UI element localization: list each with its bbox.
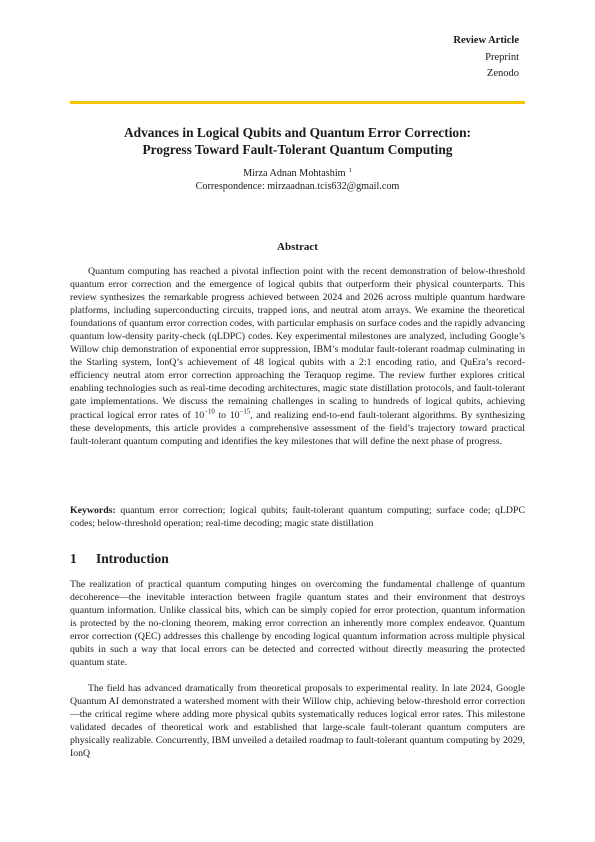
paper-title-line-2: Progress Toward Fault-Tolerant Quantum Computing	[142, 142, 453, 157]
body-paragraph-1: The realization of practical quantum computing hinges on overcoming the fundamental challenge of quantum decoherence—the inevitable interaction between fragile quantum states and their environment that destroys quantum information. Unlike classical bits, which can be simply copied for error protection, quantum information is protected by the no-cloning theorem, making error correction an inherently more complex endeavor. Quantum error correction (QEC) addresses this challenge by encoding logical quantum information across multiple physical qubits in such a way that local errors can be detected and corrected without directly measuring the protected quantum state.	[70, 579, 525, 669]
section-number: 1	[70, 551, 77, 566]
paper-title	[70, 124, 525, 158]
abstract-exponent-1: −10	[204, 408, 215, 416]
keywords-list: quantum error correction; logical qubits; fault-tolerant quantum computing; surface code; qLDPC codes; below-threshold operation; real-time decoding; magic state distillation	[70, 505, 525, 530]
abstract-text	[70, 265, 525, 448]
article-header	[453, 33, 519, 83]
body-paragraph-2: The field has advanced dramatically from theoretical proposals to experimental reality. In late 2024, Google Quantum AI demonstrated a watershed moment with their Willow chip, achieving below-threshold error correction—the critical regime where adding more physical qubits systematically reduces logical error rates. This milestone validated decades of theoretical work and established that large-scale fault-tolerant quantum computers are physically realizable. Concurrently, IBM unveiled a detailed roadmap to fault-tolerant quantum computing by 2029, IonQ	[70, 683, 525, 760]
section-heading-introduction	[70, 551, 169, 567]
abstract-exponent-2: −15	[239, 408, 251, 416]
author-name: Mirza Adnan Mohtashim	[243, 168, 346, 179]
article-status: Preprint	[485, 51, 519, 63]
correspondence: Correspondence: mirzaadnan.tcis632@gmail.com	[195, 181, 400, 192]
abstract-text-part-3: , and realizing end-to-end fault-tolerant algorithms. By synthesizing these developments, this article provides a comprehensive assessment of the field’s trajectory toward practical fault-tolerant quantum computing and identifies the key milestones that will define the next phase of progress.	[70, 409, 525, 447]
article-type: Review Article	[453, 35, 519, 46]
header-divider	[70, 101, 525, 104]
affiliation-mark: 1	[348, 166, 352, 174]
author-line	[70, 167, 525, 180]
article-repository: Zenodo	[486, 68, 519, 79]
keywords	[70, 504, 525, 530]
abstract-heading: Abstract	[277, 241, 318, 253]
keywords-label: Keywords:	[70, 505, 116, 516]
section-title: Introduction	[96, 551, 169, 566]
abstract-text-part-2: to 10	[214, 409, 240, 421]
abstract-text-part-1: Quantum computing has reached a pivotal inflection point with the recent demonstration of below-threshold quantum error correction and the emergence of logical qubits that outperform their physical counterparts. This review synthesizes the remarkable progress achieved between 2024 and 2026 across multiple quantum hardware platforms, including superconducting circuits, trapped ions, and neutral atom arrays. We examine the theoretical foundations of quantum error correction codes, with particular emphasis on surface codes and the rapidly advancing quantum low-density parity-check (qLDPC) codes. Key experimental milestones are analyzed, including Google’s Willow chip demonstration of exponential error suppression, IBM’s modular fault-tolerant roadmap culminating in the Starling system, IonQ’s achievement of 48 logical qubits with a 2:1 encoding ratio, and QuEra’s record-efficiency neutral atom error correction approaching the Teraquop regime. The review further explores critical enabling technologies such as real-time decoding architectures, magic state distillation protocols, and fault-tolerant gate implementations. We discuss the remaining challenges in scaling to hundreds of logical qubits, achieving practical logical error rates of 10	[70, 266, 525, 421]
paper-title-line-1: Advances in Logical Qubits and Quantum Error Correction:	[123, 125, 472, 140]
